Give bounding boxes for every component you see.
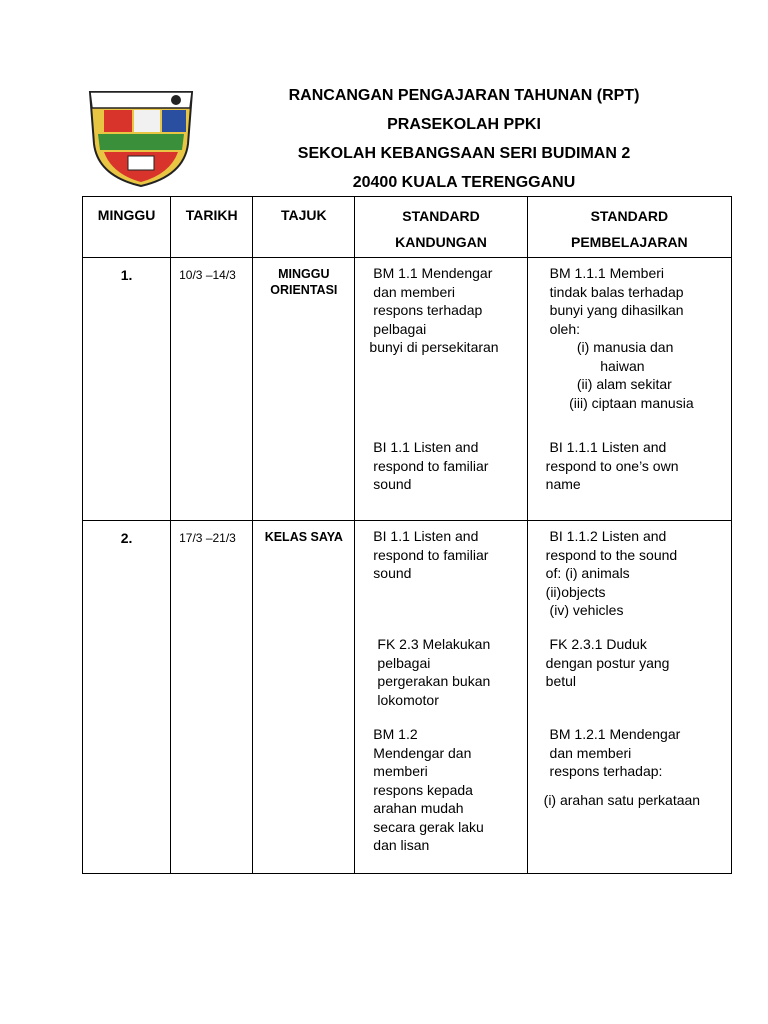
pembelajaran-text: BM 1.2.1 Mendengar dan memberi respons terhadap:: [549, 726, 681, 779]
pembelajaran-cell: [527, 521, 731, 874]
title-line-2: PRASEKOLAH PPKI: [387, 116, 541, 133]
col-header-standard-kandungan: [355, 197, 527, 258]
kandungan-text: FK 2.3 Melakukan pelbagai pergerakan bukan lokomotor: [377, 636, 491, 708]
minggu-cell: 1.: [83, 258, 171, 521]
table-header-row: [83, 197, 732, 258]
col-header-pembelajaran-line2: PEMBELAJARAN: [570, 234, 688, 250]
col-header-tarikh-label: TARIKH: [185, 207, 238, 223]
col-header-minggu-label: MINGGU: [97, 207, 156, 223]
pembelajaran-text: (i) arahan satu perkataan: [543, 792, 701, 808]
col-header-pembelajaran-text: [528, 197, 731, 255]
kandungan-text: BM 1.2 Mendengar dan memberi respons kepada arahan mudah secara gerak laku dan lisan: [373, 726, 484, 853]
pembelajaran-text: BM 1.1.1 Memberi tindak balas terhadap bunyi yang dihasilkan oleh: (i) manusia dan haiwan (ii) alam sekitar (iii) ciptaan manusia: [549, 265, 694, 411]
kandungan-text: BI 1.1 Listen and respond to familiar sound: [373, 439, 489, 492]
school-crest-logo: [84, 86, 198, 188]
col-header-kandungan-line1: STANDARD: [402, 208, 480, 224]
title-line-3: SEKOLAH KEBANGSAAN SERI BUDIMAN 2: [297, 145, 631, 162]
pembelajaran-cell: [527, 258, 731, 521]
kandungan-cell: [355, 258, 527, 521]
table-row: [83, 258, 732, 521]
col-header-kandungan-line2: KANDUNGAN: [395, 234, 487, 250]
col-header-standard-pembelajaran: [527, 197, 731, 258]
pembelajaran-text: BI 1.1.1 Listen and respond to one’s own name: [545, 439, 679, 492]
document-header: [200, 86, 728, 202]
tajuk-cell: MINGGU ORIENTASI: [253, 258, 355, 521]
col-header-minggu: [83, 197, 171, 258]
col-header-tajuk-label: TAJUK: [281, 207, 327, 223]
col-header-tarikh: [171, 197, 253, 258]
col-header-pembelajaran-line1: STANDARD: [590, 208, 669, 224]
pembelajaran-text: FK 2.3.1 Duduk dengan postur yang betul: [545, 636, 670, 689]
tarikh-cell: 10/3 –14/3: [171, 258, 253, 521]
kandungan-text: BM 1.1 Mendengar dan memberi respons terhadap pelbagai bunyi di persekitaran: [369, 265, 499, 355]
rpt-table: [82, 196, 732, 874]
minggu-cell: 2.: [83, 521, 171, 874]
col-header-tajuk: [253, 197, 355, 258]
tajuk-cell: KELAS SAYA: [253, 521, 355, 874]
title-line-1: RANCANGAN PENGAJARAN TAHUNAN (RPT): [288, 87, 640, 104]
kandungan-text: BI 1.1 Listen and respond to familiar sound: [373, 528, 489, 581]
col-header-kandungan-text: [355, 197, 526, 255]
title-line-4: 20400 KUALA TERENGGANU: [352, 174, 576, 191]
tarikh-cell: 17/3 –21/3: [171, 521, 253, 874]
kandungan-cell: [355, 521, 527, 874]
pembelajaran-text: BI 1.1.2 Listen and respond to the sound of: (i) animals (ii)objects (iv) vehicles: [545, 528, 678, 618]
table-row: [83, 521, 732, 874]
